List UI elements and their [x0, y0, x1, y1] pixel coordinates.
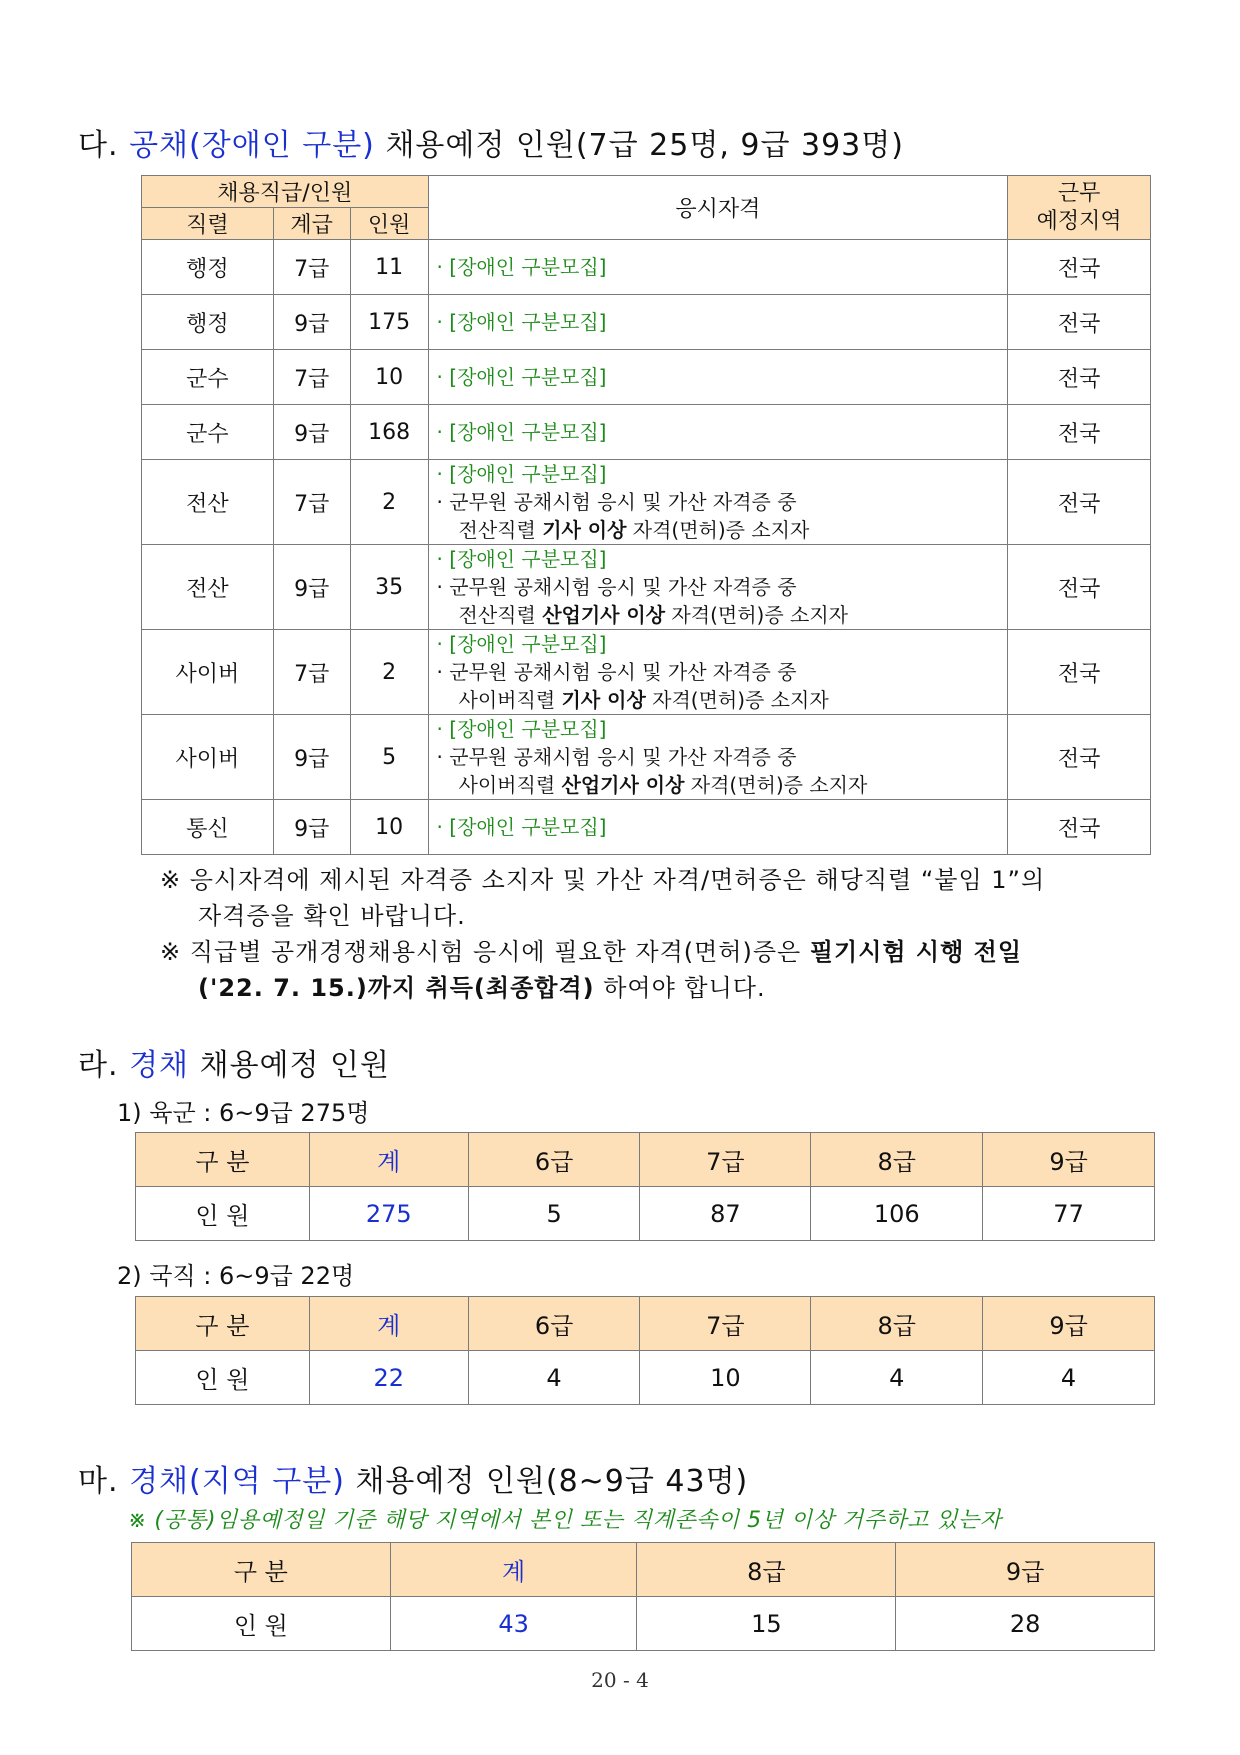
qual-line-1: · 군무원 공채시험 응시 및 가산 자격증 중	[436, 660, 797, 684]
table-row	[142, 630, 1151, 715]
header-series: 직렬	[142, 208, 274, 240]
civil-v1: 22	[309, 1351, 468, 1405]
civil-h2: 6급	[468, 1297, 640, 1351]
qual-label: [장애인 구분모집]	[449, 420, 607, 444]
civil-v2: 4	[468, 1351, 640, 1405]
qual-label: [장애인 구분모집]	[449, 310, 607, 334]
cell-grade: 7급	[273, 350, 350, 405]
note-2-text: ※ 직급별 공개경쟁채용시험 응시에 필요한 자격(면허)증은	[160, 938, 810, 966]
section-ra-heading	[78, 1040, 390, 1084]
note-2-line-1	[160, 934, 1155, 970]
army-h5: 9급	[983, 1133, 1155, 1187]
cell-qualification: · [장애인 구분모집]	[428, 350, 1008, 405]
cell-region: 전국	[1008, 350, 1151, 405]
cell-grade: 9급	[273, 545, 350, 630]
army-v0: 인 원	[136, 1187, 310, 1241]
regional-h3: 9급	[896, 1543, 1155, 1597]
army-v2: 5	[468, 1187, 640, 1241]
cell-series: 군수	[142, 350, 274, 405]
qual-detail: 군무원 공채시험 응시 및 가산 자격증 중	[449, 745, 797, 769]
regional-header-row	[132, 1543, 1155, 1597]
qual-detail: 군무원 공채시험 응시 및 가산 자격증 중	[449, 660, 797, 684]
civil-h0: 구 분	[136, 1297, 310, 1351]
qual-line-2	[437, 601, 1008, 629]
qual-label: [장애인 구분모집]	[449, 365, 607, 389]
army-v5: 77	[983, 1187, 1155, 1241]
header-qualification: 응시자격	[428, 176, 1008, 240]
civil-header-row	[136, 1297, 1155, 1351]
army-h1: 계	[309, 1133, 468, 1187]
army-h4: 8급	[811, 1133, 983, 1187]
qual-line-1: · 군무원 공채시험 응시 및 가산 자격증 중	[436, 490, 797, 514]
army-h0: 구 분	[136, 1133, 310, 1187]
qual-holder: 자격(면허)증 소지자	[684, 773, 868, 797]
qual-line-2	[437, 516, 1008, 544]
header-region	[1008, 176, 1151, 240]
cell-count: 10	[350, 800, 428, 855]
qual-line-1: · 군무원 공채시험 응시 및 가산 자격증 중	[436, 745, 797, 769]
cell-series: 통신	[142, 800, 274, 855]
cell-series: 전산	[142, 460, 274, 545]
qual-label: [장애인 구분모집]	[449, 815, 607, 839]
qual-holder: 자격(면허)증 소지자	[645, 688, 829, 712]
cell-grade: 9급	[273, 405, 350, 460]
civil-label: 2) 국직 : 6~9급 22명	[117, 1262, 355, 1290]
header-region-line2: 예정지역	[1036, 208, 1122, 234]
section-ra-rest: 채용예정 인원	[199, 1048, 391, 1083]
note-2-line-2	[160, 970, 1155, 1006]
cell-region: 전국	[1008, 630, 1151, 715]
header-count: 인원	[350, 208, 428, 240]
cell-qualification: · [장애인 구분모집]	[428, 240, 1008, 295]
cell-grade: 9급	[273, 715, 350, 800]
civil-h5: 9급	[983, 1297, 1155, 1351]
regional-v3: 28	[896, 1597, 1155, 1651]
qual-series: 사이버직렬	[458, 773, 562, 797]
qual-holder: 자격(면허)증 소지자	[626, 518, 810, 542]
cell-region: 전국	[1008, 715, 1151, 800]
qual-level: 기사 이상	[542, 518, 627, 542]
table-row	[142, 295, 1151, 350]
civil-v4: 4	[811, 1351, 983, 1405]
army-h2: 6급	[468, 1133, 640, 1187]
cell-qualification: · [장애인 구분모집]	[428, 800, 1008, 855]
qual-series: 전산직렬	[458, 518, 543, 542]
qual-series: 사이버직렬	[458, 688, 562, 712]
header-region-line1: 근무	[1057, 180, 1101, 206]
cell-series: 사이버	[142, 715, 274, 800]
note-1-line-2: 자격증을 확인 바랍니다.	[198, 902, 466, 930]
section-ma-highlight: 경채(지역 구분)	[129, 1464, 345, 1499]
cell-count: 168	[350, 405, 428, 460]
cell-region: 전국	[1008, 295, 1151, 350]
section-ma-heading	[78, 1456, 748, 1500]
regional-v1: 43	[390, 1597, 637, 1651]
section-da-prefix: 다.	[78, 128, 119, 163]
civil-v5: 4	[983, 1351, 1155, 1405]
section-da-highlight: 공채(장애인 구분)	[129, 128, 375, 163]
cell-count: 35	[350, 545, 428, 630]
cell-count: 175	[350, 295, 428, 350]
cell-qualification: · [장애인 구분모집] · 군무원 공채시험 응시 및 가산 자격증 중 사이버직렬 기사 이상 자격(면허)증 소지자	[428, 630, 1008, 715]
army-v1: 275	[309, 1187, 468, 1241]
civil-h1: 계	[309, 1297, 468, 1351]
qual-level: 산업기사 이상	[542, 603, 666, 627]
civil-value-row	[136, 1351, 1155, 1405]
section-ra-prefix: 라.	[78, 1048, 119, 1083]
regional-h2: 8급	[637, 1543, 896, 1597]
cell-series: 군수	[142, 405, 274, 460]
cell-region: 전국	[1008, 545, 1151, 630]
regional-v0: 인 원	[132, 1597, 391, 1651]
cell-grade: 7급	[273, 460, 350, 545]
section-ma-prefix: 마.	[78, 1464, 119, 1499]
civil-h3: 7급	[640, 1297, 811, 1351]
cell-region: 전국	[1008, 405, 1151, 460]
army-table	[135, 1132, 1155, 1241]
regional-h0: 구 분	[132, 1543, 391, 1597]
regional-v2: 15	[637, 1597, 896, 1651]
table-row	[142, 545, 1151, 630]
qual-line-2	[437, 686, 1008, 714]
qual-line-2	[437, 771, 1008, 799]
cell-qualification: · [장애인 구분모집]	[428, 295, 1008, 350]
qual-line-1: · 군무원 공채시험 응시 및 가산 자격증 중	[436, 575, 797, 599]
qual-detail: 군무원 공채시험 응시 및 가산 자격증 중	[449, 490, 797, 514]
cell-series: 행정	[142, 240, 274, 295]
civil-table	[135, 1296, 1155, 1405]
cell-series: 행정	[142, 295, 274, 350]
note-2-bold-date: ('22. 7. 15.)까지 취득(최종합격)	[198, 974, 595, 1002]
page-number: 20 - 4	[591, 1668, 649, 1692]
cell-grade: 7급	[273, 630, 350, 715]
qual-label: [장애인 구분모집]	[449, 547, 607, 571]
qual-holder: 자격(면허)증 소지자	[665, 603, 848, 627]
note-2-text-end: 하여야 합니다.	[594, 974, 766, 1002]
cell-region: 전국	[1008, 800, 1151, 855]
cell-qualification: · [장애인 구분모집] · 군무원 공채시험 응시 및 가산 자격증 중 전산직렬 산업기사 이상 자격(면허)증 소지자	[428, 545, 1008, 630]
cell-count: 10	[350, 350, 428, 405]
cell-grade: 9급	[273, 800, 350, 855]
cell-region: 전국	[1008, 240, 1151, 295]
qual-detail: 군무원 공채시험 응시 및 가산 자격증 중	[449, 575, 797, 599]
regional-table	[131, 1542, 1155, 1651]
qual-series: 전산직렬	[458, 603, 543, 627]
header-grade: 계급	[273, 208, 350, 240]
cell-region: 전국	[1008, 460, 1151, 545]
table-row	[142, 715, 1151, 800]
cell-grade: 7급	[273, 240, 350, 295]
table-row	[142, 800, 1151, 855]
civil-v3: 10	[640, 1351, 811, 1405]
army-h3: 7급	[640, 1133, 811, 1187]
cell-count: 2	[350, 630, 428, 715]
section-ma-rest: 채용예정 인원(8~9급 43명)	[355, 1464, 749, 1499]
civil-v0: 인 원	[136, 1351, 310, 1405]
army-value-row	[136, 1187, 1155, 1241]
qual-label: [장애인 구분모집]	[449, 717, 607, 741]
qual-label: [장애인 구분모집]	[449, 255, 607, 279]
cell-qualification: · [장애인 구분모집]	[428, 405, 1008, 460]
note-2-bold: 필기시험 시행 전일	[809, 938, 1023, 966]
cell-series: 전산	[142, 545, 274, 630]
disability-recruitment-table	[141, 175, 1151, 855]
army-v4: 106	[811, 1187, 983, 1241]
regional-value-row	[132, 1597, 1155, 1651]
army-header-row	[136, 1133, 1155, 1187]
cell-count: 5	[350, 715, 428, 800]
table-row	[142, 240, 1151, 295]
cell-count: 2	[350, 460, 428, 545]
cell-series: 사이버	[142, 630, 274, 715]
qual-level: 산업기사 이상	[561, 773, 685, 797]
section-da-rest: 채용예정 인원(7급 25명, 9급 393명)	[385, 128, 904, 163]
table-row	[142, 405, 1151, 460]
civil-h4: 8급	[811, 1297, 983, 1351]
note-1-line-1: ※ 응시자격에 제시된 자격증 소지자 및 가산 자격/면허증은 해당직렬 “붙임 1”의	[160, 866, 1046, 894]
section-ra-highlight: 경채	[129, 1048, 190, 1083]
cell-qualification: · [장애인 구분모집] · 군무원 공채시험 응시 및 가산 자격증 중 사이버직렬 산업기사 이상 자격(면허)증 소지자	[428, 715, 1008, 800]
regional-h1: 계	[390, 1543, 637, 1597]
qual-label: [장애인 구분모집]	[449, 632, 607, 656]
section-ma-note: ※ (공통)임용예정일 기준 해당 지역에서 본인 또는 직계존속이 5년 이상 거주하고 있는자	[128, 1508, 1002, 1533]
cell-grade: 9급	[273, 295, 350, 350]
header-group: 채용직급/인원	[142, 176, 429, 208]
notes-block	[160, 862, 1155, 1006]
cell-qualification: · [장애인 구분모집] · 군무원 공채시험 응시 및 가산 자격증 중 전산직렬 기사 이상 자격(면허)증 소지자	[428, 460, 1008, 545]
qual-level: 기사 이상	[561, 688, 646, 712]
army-label: 1) 육군 : 6~9급 275명	[117, 1099, 370, 1127]
table-row	[142, 350, 1151, 405]
section-da-heading	[78, 120, 904, 164]
table-row	[142, 460, 1151, 545]
cell-count: 11	[350, 240, 428, 295]
army-v3: 87	[640, 1187, 811, 1241]
qual-label: [장애인 구분모집]	[449, 462, 607, 486]
